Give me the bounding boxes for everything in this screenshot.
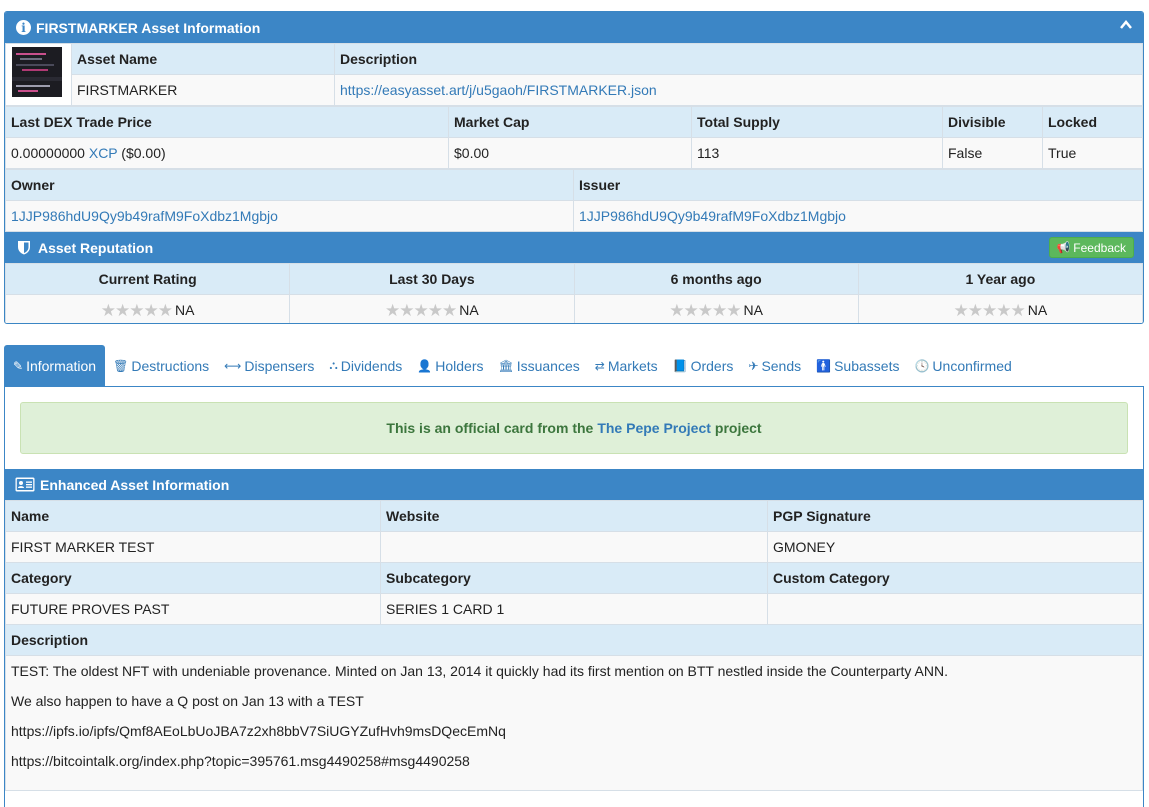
description-body [5,656,1143,791]
locked-header: Locked [1043,107,1143,138]
website-value [381,532,768,563]
rating-1year [858,295,1142,325]
custom-category-header: Custom Category [768,563,1143,594]
description-line: https://ipfs.io/ipfs/Qmf8AEoLbUoJBA7z2xh8bbV7SiUGYZufHvh9msDQecEmNq [11,723,506,739]
rating-30days [290,295,574,325]
issuer-header: Issuer [574,170,1143,201]
tab-label: Markets [607,357,658,374]
asset-name-table [5,43,1143,106]
market-cap-value: $0.00 [449,138,692,169]
clock-icon: 🕓 [914,358,930,373]
locked-value: True [1043,138,1143,169]
reputation-header [5,232,1143,263]
asset-thumbnail-cell [6,44,72,106]
chevron-up-icon[interactable] [1119,18,1133,32]
bank-icon: 🏛 [498,358,514,373]
star-rating-icon: ★★★★★ [100,300,172,320]
description-header: Description [335,44,1143,75]
asset-info-header [5,12,1143,43]
market-table [5,106,1143,169]
sitemap-icon: ⛬ [329,358,338,372]
last-dex-value [6,138,449,169]
alert-prefix: This is an official card from the [386,420,594,436]
tab-content-information [4,387,1144,807]
tab-unconfirmed[interactable] [906,345,1018,386]
tab-label: Destructions [131,357,210,374]
description-line: https://bitcointalk.org/index.php?topic=395761.msg4490258#msg4490258 [11,753,470,769]
star-rating-icon: ★★★★★ [953,300,1025,320]
tab-label: Subassets [834,357,900,374]
divisible-value: False [943,138,1043,169]
total-supply-header: Total Supply [692,107,943,138]
tab-label: Dividends [340,357,403,374]
tab-orders[interactable] [665,345,741,386]
last-dex-usd: ($0.00) [121,145,166,161]
tab-sends[interactable] [740,345,808,386]
tab-issuances[interactable] [490,345,586,386]
rating-value: NA [743,302,763,319]
tab-dividends[interactable] [321,345,409,386]
asset-info-panel [4,11,1144,324]
reputation-table [5,263,1143,324]
tab-label: Dispensers [244,357,315,374]
description-section-header: Description [6,625,1143,656]
name-header: Name [6,501,381,532]
feedback-label: Feedback [1073,240,1126,255]
tab-markets[interactable] [587,345,665,386]
divisible-header: Divisible [943,107,1043,138]
rating-col-1year: 1 Year ago [858,264,1142,295]
paper-plane-icon: ✈ [748,358,759,373]
enhanced-info-table [5,500,1143,791]
rating-value: NA [175,302,195,319]
pencil-icon: ✎ [13,358,24,373]
reputation-title: Asset Reputation [38,239,154,256]
rating-6months [574,295,858,325]
tab-dispensers[interactable] [216,345,321,386]
category-header: Category [6,563,381,594]
asset-info-title: FIRSTMARKER Asset Information [36,19,261,36]
description-line: We also happen to have a Q post on Jan 13 with a TEST [11,693,364,709]
owner-header: Owner [6,170,574,201]
description-value [335,75,1143,106]
category-value: FUTURE PROVES PAST [6,594,381,625]
total-supply-value: 113 [692,138,943,169]
asset-thumbnail[interactable] [12,47,62,97]
enhanced-info-title: Enhanced Asset Information [40,476,230,493]
exchange-icon: ⇄ [594,358,605,373]
tab-information[interactable] [4,345,105,386]
rating-col-6months: 6 months ago [574,264,858,295]
book-icon: 📘 [672,358,688,373]
child-icon: 🚹 [816,358,832,373]
star-rating-icon: ★★★★★ [385,300,457,320]
subcategory-header: Subcategory [381,563,768,594]
tab-label: Holders [435,357,484,374]
official-card-alert [20,402,1128,454]
name-value: FIRST MARKER TEST [6,532,381,563]
issuer-address-link[interactable]: 1JJP986hdU9Qy9b49rafM9FoXdbz1Mgbjo [579,208,846,224]
pgp-value: GMONEY [768,532,1143,563]
rating-col-current: Current Rating [6,264,290,295]
asset-name-value: FIRSTMARKER [72,75,335,106]
tab-label: Unconfirmed [932,357,1012,374]
feedback-button[interactable] [1049,237,1134,258]
issuer-value [574,201,1143,232]
owner-value [6,201,574,232]
tab-label: Sends [761,357,802,374]
tab-subassets[interactable] [808,345,906,386]
rating-current [6,295,290,325]
asset-tabs [4,345,1144,387]
alert-suffix: project [714,420,762,436]
tab-label: Information [26,357,97,374]
id-card-icon [15,477,35,492]
description-link[interactable]: https://easyasset.art/j/u5gaoh/FIRSTMARKER.json [340,82,657,98]
rating-value: NA [1027,302,1048,319]
last-dex-amount: 0.00000000 [11,145,85,161]
website-header: Website [381,501,768,532]
custom-category-value [768,594,1143,625]
market-cap-header: Market Cap [449,107,692,138]
star-rating-icon: ★★★★★ [669,300,741,320]
description-line: TEST: The oldest NFT with undeniable provenance. Minted on Jan 13, 2014 it quickly had its first mention on BTT nestled inside the Counterparty ANN. [11,663,948,679]
trash-icon: 🗑 [113,358,129,373]
owner-address-link[interactable]: 1JJP986hdU9Qy9b49rafM9FoXdbz1Mgbjo [11,208,278,224]
owner-issuer-table [5,169,1143,232]
arrows-horizontal-icon: ⟷ [224,358,242,373]
enhanced-info-header [5,469,1143,500]
tab-destructions[interactable] [105,345,216,386]
info-icon: i [16,20,31,35]
rating-value: NA [459,302,479,319]
asset-name-header: Asset Name [72,44,335,75]
last-dex-header: Last DEX Trade Price [6,107,449,138]
user-icon: 👤 [417,358,433,373]
subcategory-value: SERIES 1 CARD 1 [381,594,768,625]
rating-col-30days: Last 30 Days [290,264,574,295]
pgp-header: PGP Signature [768,501,1143,532]
tab-label: Issuances [516,357,580,374]
tab-holders[interactable] [409,345,490,386]
tab-label: Orders [690,357,734,374]
xcp-link[interactable]: XCP [88,145,118,161]
bullhorn-icon: 📢 [1056,242,1071,254]
shield-icon [17,240,31,255]
project-link[interactable]: The Pepe Project [597,420,711,436]
